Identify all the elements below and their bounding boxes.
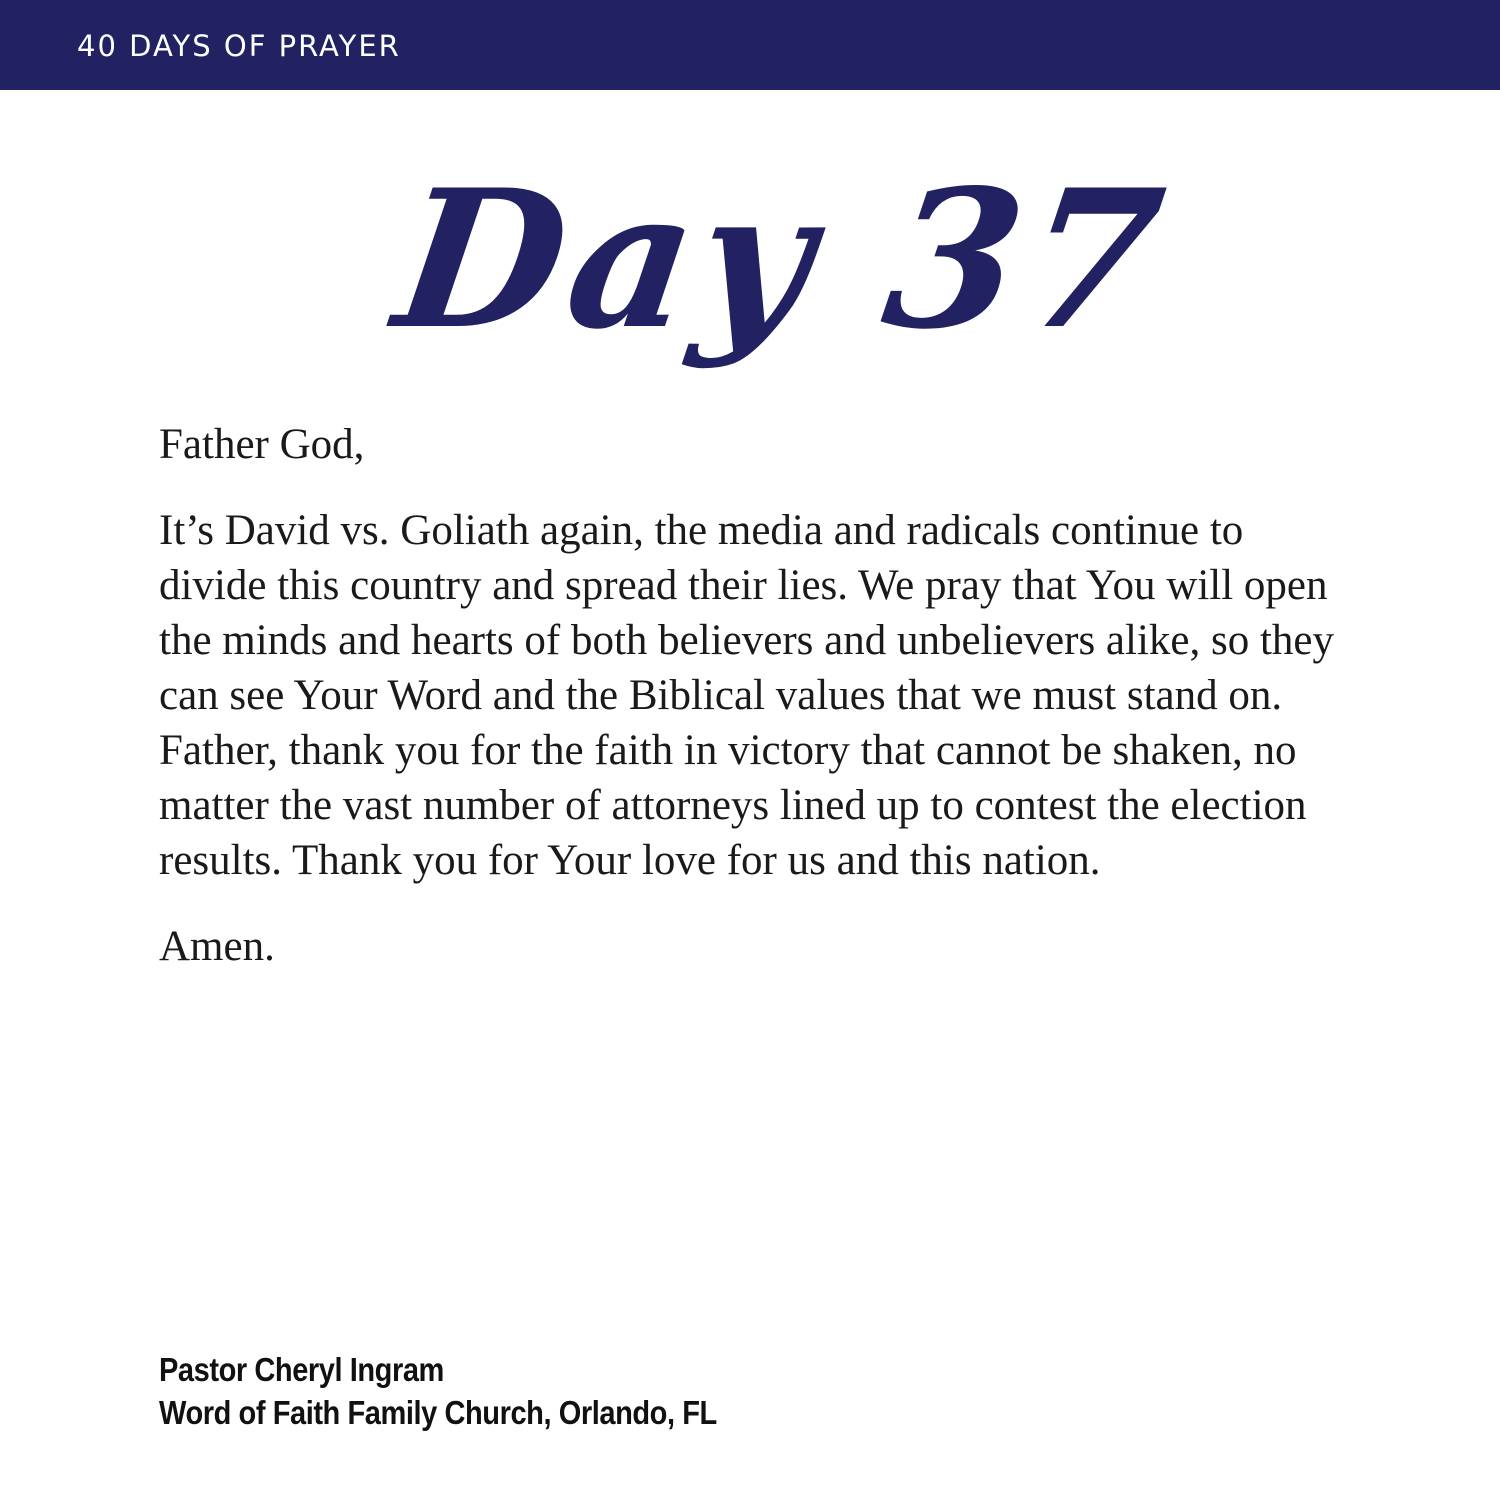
header-title: 40 DAYS OF PRAYER [77, 29, 401, 63]
header-bar [0, 0, 1500, 90]
day-heading: Day 37 [384, 148, 1181, 371]
prayer-greeting: Father God, [159, 421, 365, 468]
prayer-text [159, 417, 1359, 974]
prayer-body: It’s David vs. Goliath again, the media and radicals continue to divide this country and spread their lies. We pray that You will open the minds and hearts of both believers and unbelievers alike, so they can see Your Word and the Biblical values that we must stand on. Father, thank you for the faith in victory that cannot be shaken, no matter the vast number of attorneys lined up to contest the election results. Thank you for Your love for us and this nation. [159, 507, 1335, 884]
author-signature [159, 1348, 717, 1434]
author-name: Pastor Cheryl Ingram [159, 1351, 444, 1388]
author-church: Word of Faith Family Church, Orlando, FL [159, 1394, 717, 1431]
prayer-closing: Amen. [159, 923, 275, 970]
